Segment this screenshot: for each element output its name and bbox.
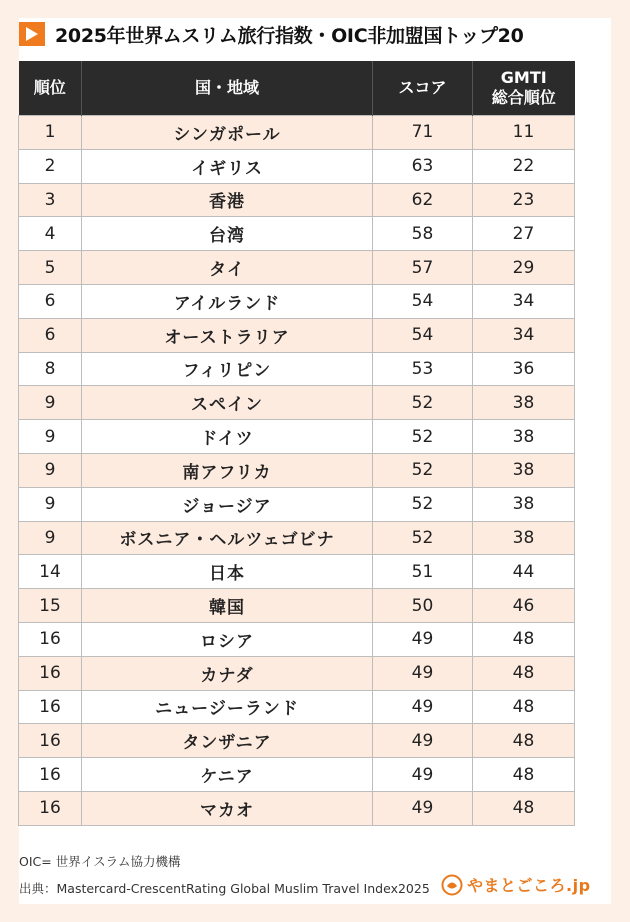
gmti-cell: 22 bbox=[473, 149, 575, 183]
score-cell: 63 bbox=[373, 149, 473, 183]
table-body bbox=[19, 116, 575, 826]
score-cell: 52 bbox=[373, 521, 473, 555]
ranking-table bbox=[18, 61, 575, 826]
country-cell: ボスニア・ヘルツェゴビナ bbox=[82, 521, 373, 555]
table-row bbox=[19, 487, 575, 521]
score-cell: 50 bbox=[373, 589, 473, 623]
header-gmti bbox=[473, 61, 575, 116]
gmti-cell: 11 bbox=[473, 116, 575, 150]
country-cell: シンガポール bbox=[82, 116, 373, 150]
country-cell: 日本 bbox=[82, 555, 373, 589]
table-row bbox=[19, 352, 575, 386]
title-row bbox=[19, 20, 524, 48]
country-cell: タンザニア bbox=[82, 724, 373, 758]
rank-cell: 6 bbox=[19, 318, 82, 352]
table-row bbox=[19, 589, 575, 623]
rank-cell: 15 bbox=[19, 589, 82, 623]
country-cell: ロシア bbox=[82, 622, 373, 656]
gmti-cell: 36 bbox=[473, 352, 575, 386]
rank-cell: 8 bbox=[19, 352, 82, 386]
country-cell: スペイン bbox=[82, 386, 373, 420]
score-cell: 51 bbox=[373, 555, 473, 589]
gmti-cell: 38 bbox=[473, 386, 575, 420]
score-cell: 49 bbox=[373, 791, 473, 825]
rank-cell: 9 bbox=[19, 521, 82, 555]
country-cell: アイルランド bbox=[82, 284, 373, 318]
header-gmti-line1: GMTI bbox=[500, 68, 547, 87]
table-row bbox=[19, 690, 575, 724]
header-rank: 順位 bbox=[19, 61, 82, 116]
table-row bbox=[19, 149, 575, 183]
rank-cell: 9 bbox=[19, 487, 82, 521]
table-row bbox=[19, 791, 575, 825]
table-row bbox=[19, 622, 575, 656]
gmti-cell: 34 bbox=[473, 318, 575, 352]
source-footnote: 出典：Mastercard-CrescentRating Global Muslim Travel Index2025 bbox=[19, 881, 430, 896]
table-row bbox=[19, 758, 575, 792]
logo bbox=[441, 873, 591, 896]
country-cell: ジョージア bbox=[82, 487, 373, 521]
rank-cell: 16 bbox=[19, 622, 82, 656]
score-cell: 49 bbox=[373, 656, 473, 690]
rank-cell: 9 bbox=[19, 420, 82, 454]
gmti-cell: 29 bbox=[473, 251, 575, 285]
table-row bbox=[19, 318, 575, 352]
gmti-cell: 44 bbox=[473, 555, 575, 589]
table-row bbox=[19, 116, 575, 150]
score-cell: 52 bbox=[373, 453, 473, 487]
table-row bbox=[19, 521, 575, 555]
country-cell: 香港 bbox=[82, 183, 373, 217]
country-cell: ケニア bbox=[82, 758, 373, 792]
rank-cell: 16 bbox=[19, 690, 82, 724]
table-row bbox=[19, 251, 575, 285]
gmti-cell: 38 bbox=[473, 420, 575, 454]
rank-cell: 16 bbox=[19, 656, 82, 690]
gmti-cell: 27 bbox=[473, 217, 575, 251]
yamatogokoro-logo-icon bbox=[441, 874, 463, 896]
logo-text: やまとごころ.jp bbox=[467, 876, 591, 895]
rank-cell: 9 bbox=[19, 386, 82, 420]
gmti-cell: 34 bbox=[473, 284, 575, 318]
rank-cell: 5 bbox=[19, 251, 82, 285]
rank-cell: 16 bbox=[19, 791, 82, 825]
country-cell: タイ bbox=[82, 251, 373, 285]
country-cell: フィリピン bbox=[82, 352, 373, 386]
score-cell: 52 bbox=[373, 420, 473, 454]
header-gmti-line2: 総合順位 bbox=[491, 88, 556, 107]
table-row bbox=[19, 183, 575, 217]
score-cell: 58 bbox=[373, 217, 473, 251]
gmti-cell: 48 bbox=[473, 622, 575, 656]
oic-footnote: OIC= 世界イスラム協力機構 bbox=[19, 854, 181, 869]
gmti-cell: 23 bbox=[473, 183, 575, 217]
rank-cell: 4 bbox=[19, 217, 82, 251]
score-cell: 49 bbox=[373, 758, 473, 792]
rank-cell: 14 bbox=[19, 555, 82, 589]
country-cell: 韓国 bbox=[82, 589, 373, 623]
gmti-cell: 38 bbox=[473, 453, 575, 487]
gmti-cell: 46 bbox=[473, 589, 575, 623]
table-row bbox=[19, 656, 575, 690]
header-country: 国・地域 bbox=[82, 61, 373, 116]
country-cell: 台湾 bbox=[82, 217, 373, 251]
score-cell: 54 bbox=[373, 284, 473, 318]
gmti-cell: 48 bbox=[473, 690, 575, 724]
table-row bbox=[19, 420, 575, 454]
gmti-cell: 48 bbox=[473, 724, 575, 758]
country-cell: オーストラリア bbox=[82, 318, 373, 352]
gmti-cell: 48 bbox=[473, 656, 575, 690]
country-cell: ニュージーランド bbox=[82, 690, 373, 724]
header-score: スコア bbox=[373, 61, 473, 116]
rank-cell: 6 bbox=[19, 284, 82, 318]
score-cell: 52 bbox=[373, 386, 473, 420]
gmti-cell: 48 bbox=[473, 758, 575, 792]
table-header-row bbox=[19, 61, 575, 116]
score-cell: 52 bbox=[373, 487, 473, 521]
country-cell: マカオ bbox=[82, 791, 373, 825]
rank-cell: 2 bbox=[19, 149, 82, 183]
gmti-cell: 48 bbox=[473, 791, 575, 825]
score-cell: 53 bbox=[373, 352, 473, 386]
table-row bbox=[19, 217, 575, 251]
score-cell: 54 bbox=[373, 318, 473, 352]
country-cell: イギリス bbox=[82, 149, 373, 183]
score-cell: 71 bbox=[373, 116, 473, 150]
score-cell: 49 bbox=[373, 622, 473, 656]
table-row bbox=[19, 453, 575, 487]
rank-cell: 16 bbox=[19, 724, 82, 758]
country-cell: カナダ bbox=[82, 656, 373, 690]
rank-cell: 16 bbox=[19, 758, 82, 792]
country-cell: 南アフリカ bbox=[82, 453, 373, 487]
score-cell: 49 bbox=[373, 724, 473, 758]
table-row bbox=[19, 284, 575, 318]
table-row bbox=[19, 724, 575, 758]
gmti-cell: 38 bbox=[473, 521, 575, 555]
rank-cell: 1 bbox=[19, 116, 82, 150]
rank-cell: 3 bbox=[19, 183, 82, 217]
score-cell: 62 bbox=[373, 183, 473, 217]
play-icon bbox=[19, 22, 45, 46]
rank-cell: 9 bbox=[19, 453, 82, 487]
score-cell: 49 bbox=[373, 690, 473, 724]
table-row bbox=[19, 386, 575, 420]
table-row bbox=[19, 555, 575, 589]
page-title: 2025年世界ムスリム旅行指数・OIC非加盟国トップ20 bbox=[55, 24, 524, 47]
country-cell: ドイツ bbox=[82, 420, 373, 454]
gmti-cell: 38 bbox=[473, 487, 575, 521]
score-cell: 57 bbox=[373, 251, 473, 285]
